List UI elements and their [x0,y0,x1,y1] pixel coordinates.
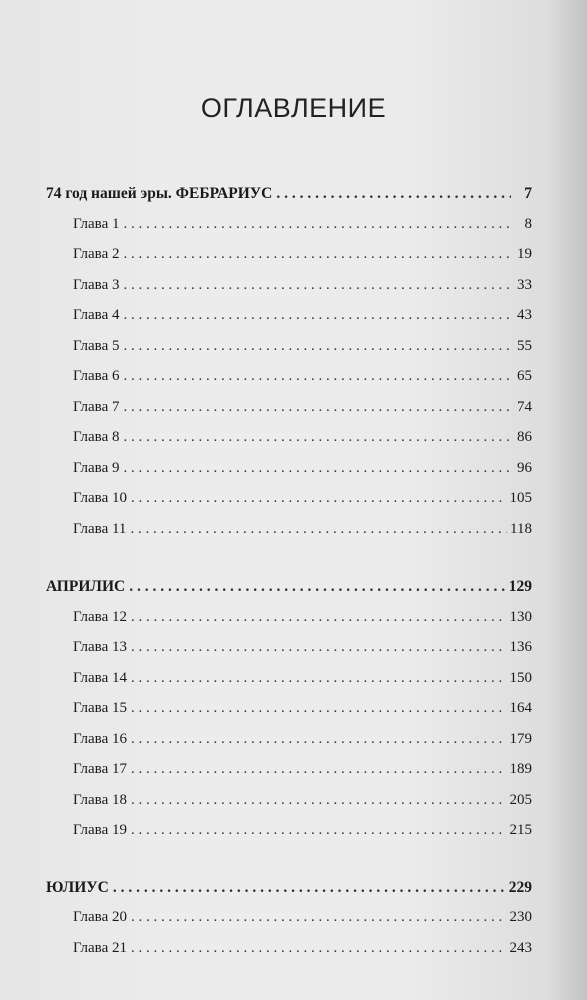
toc-page-number: 189 [509,761,532,777]
toc-chapter-entry [46,490,532,521]
toc-page-number: 74 [517,398,532,415]
toc-chapter-label: Глава 2 [73,246,120,262]
toc-chapter-label: Глава 16 [73,730,127,747]
section-spacer [46,551,532,578]
leader-dots [123,277,511,294]
toc-chapter-entry [46,460,532,491]
toc-chapter-label: Глава 17 [73,761,127,777]
toc-page-number: 130 [509,608,532,625]
leader-dots [131,909,507,926]
page-edge-shadow [547,0,587,1000]
leader-dots [131,940,507,957]
toc-chapter-entry [46,246,532,277]
leader-dots [131,792,507,809]
toc-section-julius [46,879,532,971]
toc-part-entry [46,185,532,216]
toc-chapter-label: Глава 5 [73,337,120,354]
toc-section-aprilis [46,578,532,853]
toc-chapter-entry [46,731,532,762]
toc-chapter-label: Глава 9 [73,459,120,476]
leader-dots [131,761,507,778]
leader-dots [123,307,511,324]
toc-chapter-label: Глава 21 [73,939,127,956]
toc-chapter-entry [46,307,532,338]
toc-chapter-entry [46,521,532,552]
toc-page-number: 19 [517,246,532,262]
toc-page-number: 205 [509,791,532,808]
toc-chapter-entry [46,670,532,701]
toc-page-number: 215 [509,822,532,838]
toc-chapter-label: Глава 20 [73,909,127,925]
toc-chapter-label: Глава 11 [73,520,127,537]
leader-dots [123,429,511,446]
toc-page-number: 179 [509,730,532,747]
toc-chapter-label: Глава 8 [73,429,120,445]
toc-chapter-entry [46,277,532,308]
toc-page-number: 136 [509,639,532,655]
toc-page-number: 96 [517,459,532,476]
toc-page-number: 7 [524,185,532,202]
toc-chapter-entry [46,761,532,792]
leader-dots [131,700,507,717]
toc-chapter-entry [46,429,532,460]
toc-chapter-label: Глава 10 [73,490,127,506]
leader-dots [129,578,506,596]
table-of-contents [46,185,532,970]
toc-page-number: 43 [517,307,532,323]
toc-chapter-entry [46,216,532,247]
toc-page-number: 65 [517,368,532,384]
toc-part-entry [46,879,532,910]
leader-dots [131,731,507,748]
leader-dots [131,670,507,687]
toc-page-number: 243 [509,939,532,956]
toc-part-label: 74 год нашей эры. ФЕБРАРИУС [46,185,273,202]
toc-chapter-entry [46,822,532,853]
toc-page-number: 86 [517,429,532,445]
toc-part-entry [46,578,532,609]
leader-dots [123,246,511,263]
leader-dots [113,879,506,897]
toc-page-number: 129 [508,578,532,595]
toc-page-number: 118 [510,520,532,537]
leader-dots [131,822,507,839]
toc-page-number: 55 [517,337,532,354]
toc-chapter-label: Глава 19 [73,822,127,838]
toc-chapter-label: Глава 3 [73,276,120,293]
toc-page-number: 105 [509,490,532,506]
toc-page-number: 229 [508,878,532,896]
toc-page-number: 33 [517,276,532,293]
toc-page-number: 164 [509,700,532,716]
toc-chapter-label: Глава 7 [73,398,120,415]
toc-chapter-entry [46,792,532,823]
leader-dots [123,216,511,233]
leader-dots [131,639,507,656]
toc-chapter-label: Глава 6 [73,368,120,384]
toc-chapter-entry [46,940,532,971]
toc-chapter-entry [46,609,532,640]
toc-section-februarius [46,185,532,551]
toc-chapter-label: Глава 4 [73,307,120,323]
toc-chapter-label: Глава 14 [73,669,127,686]
leader-dots [131,609,507,626]
toc-chapter-entry [46,639,532,670]
toc-part-label: ЮЛИУС [46,878,109,896]
toc-page-number: 8 [524,215,532,232]
leader-dots [123,399,511,416]
toc-chapter-label: Глава 15 [73,700,127,716]
toc-chapter-entry [46,399,532,430]
leader-dots [123,460,511,477]
leader-dots [123,338,511,355]
section-spacer [46,853,532,879]
toc-chapter-entry [46,909,532,940]
toc-chapter-label: Глава 13 [73,639,127,655]
toc-chapter-entry [46,700,532,731]
toc-chapter-label: Глава 12 [73,608,127,625]
leader-dots [276,185,511,203]
toc-part-label: АПРИЛИС [46,578,126,595]
leader-dots [130,521,507,538]
leader-dots [123,368,511,385]
toc-chapter-entry [46,368,532,399]
toc-page-number: 230 [509,909,532,925]
page-title: ОГЛАВЛЕНИЕ [200,93,387,123]
toc-page-number: 150 [509,669,532,686]
toc-chapter-label: Глава 18 [73,791,127,808]
toc-chapter-entry [46,338,532,369]
leader-dots [131,490,507,507]
toc-chapter-label: Глава 1 [73,215,120,232]
